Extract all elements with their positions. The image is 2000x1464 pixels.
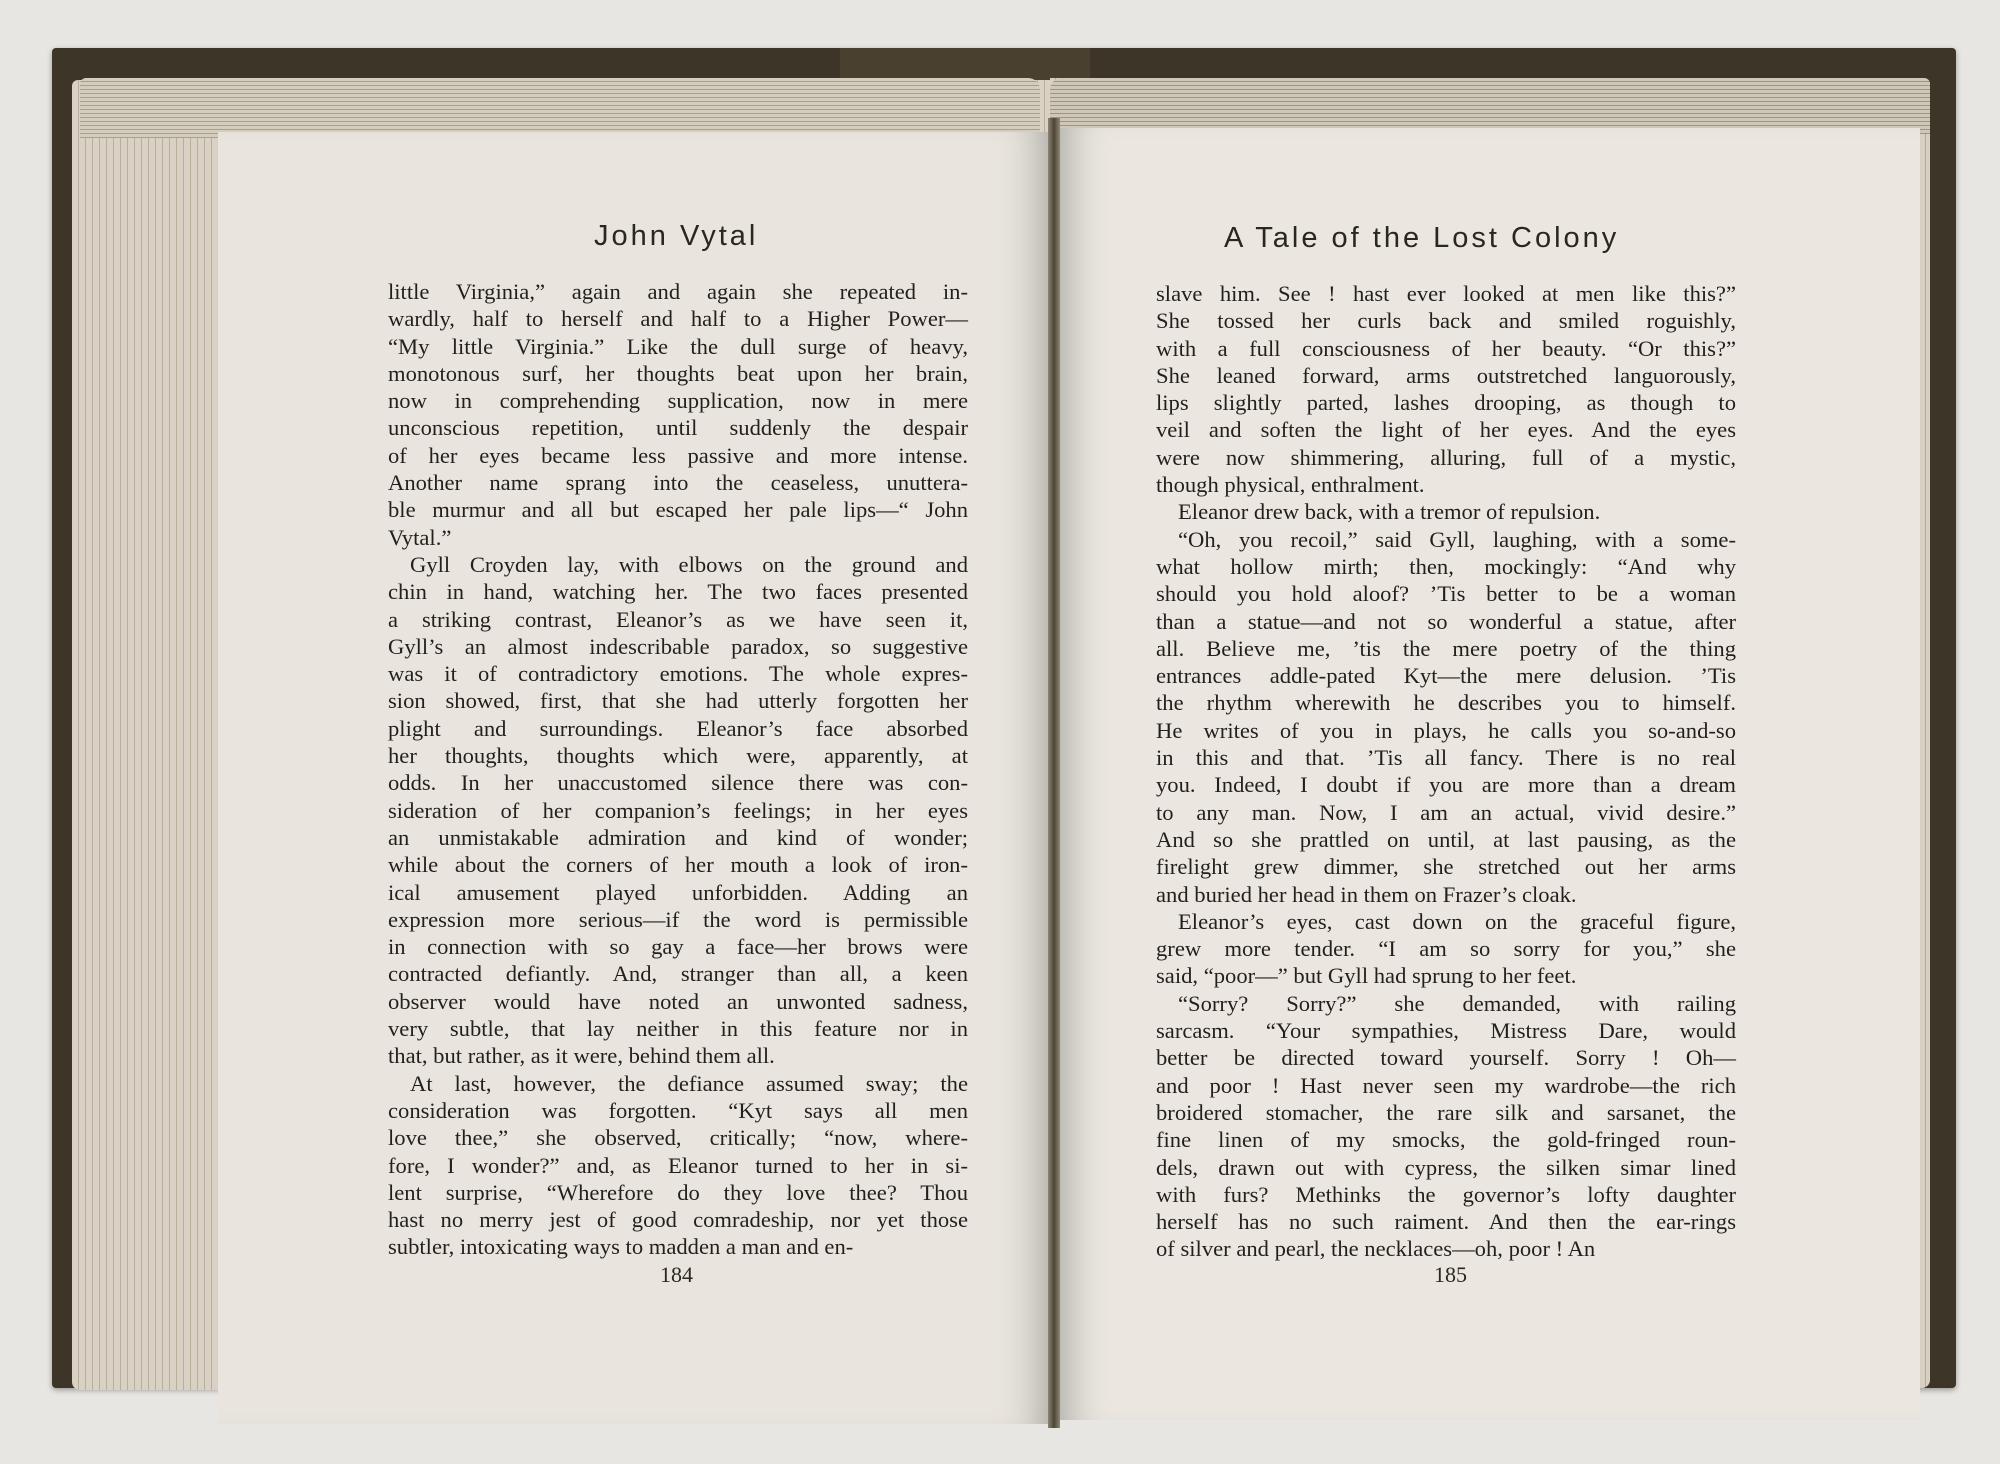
text-line: than a statue—and not so wonderful a statue, after bbox=[1156, 608, 1736, 634]
text-line: consideration was forgotten. “Kyt says all men bbox=[388, 1097, 968, 1123]
text-line: better be directed toward yourself. Sorry ! Oh— bbox=[1156, 1045, 1736, 1071]
text-line: was it of contradictory emotions. The whole expres- bbox=[388, 661, 968, 687]
text-line: a striking contrast, Eleanor’s as we have seen it, bbox=[388, 606, 968, 632]
text-line: ical amusement played unforbidden. Adding an bbox=[388, 879, 968, 905]
text-line: And so she prattled on until, at last pausing, as the bbox=[1156, 826, 1736, 852]
text-line: Eleanor’s eyes, cast down on the graceful figure, bbox=[1178, 908, 1736, 934]
text-line: of her eyes became less passive and more intense. bbox=[388, 442, 968, 468]
text-line: She tossed her curls back and smiled roguishly, bbox=[1156, 308, 1736, 334]
left-page-number: 184 bbox=[660, 1262, 693, 1287]
text-line: “Sorry? Sorry?” she demanded, with railing bbox=[1178, 990, 1736, 1016]
text-line: little Virginia,” again and again she repeated in- bbox=[388, 279, 968, 304]
text-line: plight and surroundings. Eleanor’s face absorbed bbox=[388, 715, 968, 741]
text-line: Eleanor drew back, with a tremor of repulsion. bbox=[1178, 499, 1601, 525]
text-line: though physical, enthralment. bbox=[1156, 472, 1425, 498]
text-line: Another name sprang into the ceaseless, unuttera- bbox=[388, 470, 968, 496]
text-line: chin in hand, watching her. The two faces presented bbox=[388, 579, 968, 605]
text-line: in connection with so gay a face—her brows were bbox=[388, 934, 968, 960]
book-gutter bbox=[1048, 118, 1060, 1428]
text-line: At last, however, the defiance assumed sway; the bbox=[410, 1070, 968, 1096]
text-line: the rhythm wherewith he describes you to himself. bbox=[1156, 690, 1736, 716]
text-line: said, “poor—” but Gyll had sprung to her feet. bbox=[1156, 963, 1577, 989]
text-line: and buried her head in them on Frazer’s cloak. bbox=[1156, 881, 1577, 907]
text-line: firelight grew dimmer, she stretched out her arms bbox=[1156, 854, 1736, 880]
text-line: ble murmur and all but escaped her pale lips—“ John bbox=[388, 497, 968, 523]
right-running-head: A Tale of the Lost Colony bbox=[1224, 222, 1620, 254]
text-line: Gyll Croyden lay, with elbows on the ground and bbox=[410, 551, 968, 577]
text-line: sion showed, first, that she had utterly forgotten her bbox=[388, 688, 968, 714]
text-line: what hollow mirth; then, mockingly: “And why bbox=[1156, 553, 1736, 579]
text-line: observer would have noted an unwonted sadness, bbox=[388, 988, 968, 1014]
text-line: fine linen of my smocks, the gold-fringed roun- bbox=[1156, 1127, 1736, 1153]
text-line: “Oh, you recoil,” said Gyll, laughing, with a some- bbox=[1178, 526, 1736, 552]
text-line: lips slightly parted, lashes drooping, as though to bbox=[1156, 390, 1736, 416]
text-line: expression more serious—if the word is permissible bbox=[388, 906, 968, 932]
text-line: very subtle, that lay neither in this feature nor in bbox=[388, 1016, 968, 1042]
text-line: all. Believe me, ’tis the mere poetry of the thing bbox=[1156, 635, 1736, 661]
text-line: sarcasm. “Your sympathies, Mistress Dare, would bbox=[1156, 1018, 1736, 1044]
text-line: of silver and pearl, the necklaces—oh, poor ! An bbox=[1156, 1236, 1596, 1262]
text-line: Vytal.” bbox=[388, 524, 452, 550]
text-line: should you hold aloof? ’Tis better to be a woman bbox=[1156, 581, 1736, 607]
left-page bbox=[218, 132, 1050, 1424]
text-line: her thoughts, thoughts which were, apparently, at bbox=[388, 743, 968, 769]
text-line: “My little Virginia.” Like the dull surge of heavy, bbox=[388, 333, 968, 359]
text-line: that, but rather, as it were, behind them all. bbox=[388, 1043, 775, 1069]
text-line: lent surprise, “Wherefore do they love thee? Thou bbox=[388, 1179, 968, 1205]
text-line: veil and soften the light of her eyes. And the eyes bbox=[1156, 417, 1736, 443]
text-line: you. Indeed, I doubt if you are more than a dream bbox=[1156, 772, 1736, 798]
text-line: now in comprehending supplication, now in mere bbox=[388, 388, 968, 414]
text-line: entrances addle-pated Kyt—the mere delusion. ’Tis bbox=[1156, 663, 1736, 689]
right-top-edges bbox=[1050, 78, 1930, 134]
text-line: love thee,” she observed, critically; “now, where- bbox=[388, 1125, 968, 1151]
text-line: an unmistakable admiration and kind of wonder; bbox=[388, 824, 968, 850]
text-line: subtler, intoxicating ways to madden a man and en- bbox=[388, 1234, 854, 1260]
text-line: wardly, half to herself and half to a Higher Power— bbox=[388, 306, 968, 332]
text-line: while about the corners of her mouth a look of iron- bbox=[388, 852, 968, 878]
right-page-text bbox=[1156, 280, 1736, 1263]
text-line: unconscious repetition, until suddenly the despair bbox=[388, 415, 968, 441]
text-line: dels, drawn out with cypress, the silken simar lined bbox=[1156, 1154, 1736, 1180]
text-line: monotonous surf, her thoughts beat upon her brain, bbox=[388, 360, 968, 386]
text-line: She leaned forward, arms outstretched languorously, bbox=[1156, 362, 1736, 388]
text-line: herself has no such raiment. And then the ear-rings bbox=[1156, 1209, 1736, 1235]
right-page-number: 185 bbox=[1434, 1262, 1467, 1287]
text-line: with a full consciousness of her beauty. “Or this?” bbox=[1156, 335, 1736, 361]
text-line: grew more tender. “I am so sorry for you,” she bbox=[1156, 936, 1736, 962]
text-line: were now shimmering, alluring, full of a mystic, bbox=[1156, 444, 1736, 470]
left-running-head: John Vytal bbox=[594, 220, 759, 252]
text-line: with furs? Methinks the governor’s lofty daughter bbox=[1156, 1181, 1736, 1207]
left-top-edges bbox=[80, 78, 1040, 138]
text-line: fore, I wonder?” and, as Eleanor turned to her in si- bbox=[388, 1152, 968, 1178]
text-line: hast no merry jest of good comradeship, nor yet those bbox=[388, 1207, 968, 1233]
text-line: in this and that. ’Tis all fancy. There is no real bbox=[1156, 745, 1736, 771]
text-line: sideration of her companion’s feelings; in her eyes bbox=[388, 797, 968, 823]
text-line: odds. In her unaccustomed silence there was con- bbox=[388, 770, 968, 796]
text-line: and poor ! Hast never seen my wardrobe—the rich bbox=[1156, 1072, 1736, 1098]
right-page bbox=[1058, 128, 1920, 1420]
text-line: to any man. Now, I am an actual, vivid desire.” bbox=[1156, 799, 1736, 825]
text-line: slave him. See ! hast ever looked at men like this?” bbox=[1156, 281, 1736, 306]
text-line: broidered stomacher, the rare silk and sarsanet, the bbox=[1156, 1099, 1736, 1125]
text-line: He writes of you in plays, he calls you so-and-so bbox=[1156, 717, 1736, 743]
text-line: Gyll’s an almost indescribable paradox, so suggestive bbox=[388, 633, 968, 659]
text-line: contracted defiantly. And, stranger than all, a keen bbox=[388, 961, 968, 987]
left-page-text bbox=[388, 278, 968, 1261]
